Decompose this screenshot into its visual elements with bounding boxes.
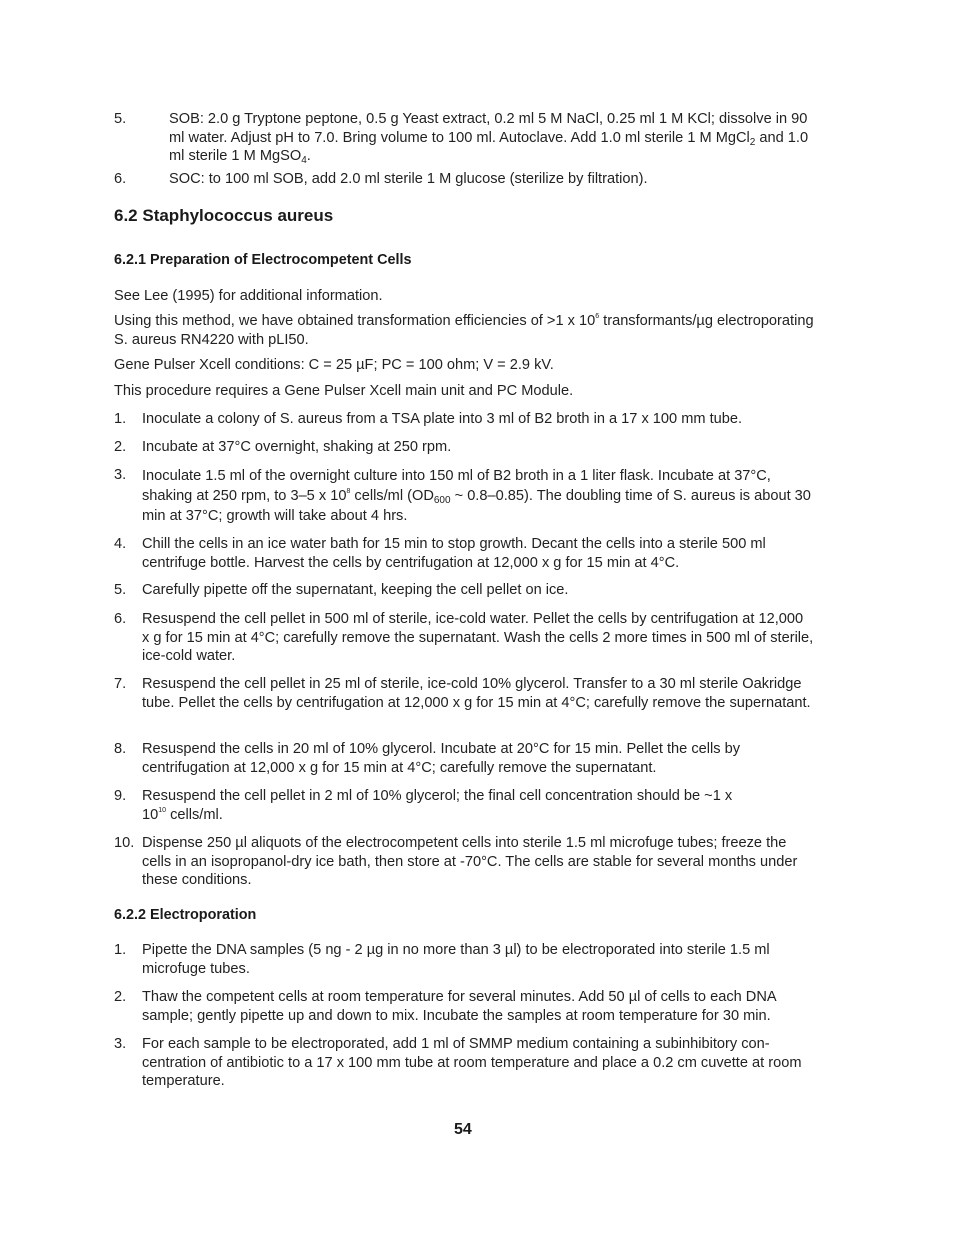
step-number: 3. [114,1036,127,1052]
sob-subscript: 2 [749,136,756,148]
sob-text-end: . [306,148,311,165]
step-text: Thaw the competent cells at room temperature for several minutes. Add 50 µl of cells to each DNA sample; gently pipette up and down to mix. Incubate the samples at room temperature for 30 min. [142,989,776,1024]
step-number: 5. [114,582,127,598]
step3-text-end: ~ 0.8–0.85). The doubling time of S. aureus is about 30 min at 37°C; growth will take about 4 hrs. [142,488,811,524]
efficiency-exponent: 6 [595,313,600,320]
step-text: Resuspend the cell pellet in 500 ml of sterile, ice-cold water. Pellet the cells by centrifugation at 12,000 x g for 15 min at 4°C; carefully remove the supernatant. Wash the cells 2 more times in 500 ml of sterile, ice-cold water. [142,611,814,665]
step3-text: Inoculate 1.5 ml of the overnight culture into 150 ml of B2 broth in a 1 liter flask. Incubate at 37°C, shaking at 250 rpm, to 3–5 x 10 [142,468,771,504]
step-number: 1. [114,942,127,958]
intro-paragraph [114,312,814,349]
sob-text: SOB: 2.0 g Tryptone peptone, 0.5 g Yeast extract, 0.2 ml 5 M NaCl, 0.25 ml 1 M KCl; dissolve in 90 ml water. Adjust pH to 7.0. Bring volume to 100 ml. Autoclave. Add 1.0 ml sterile 1 M MgCl [169,111,808,146]
step3-text-cont: cells/ml (OD [350,488,434,504]
intro-paragraph: This procedure requires a Gene Pulser Xcell main unit and PC Module. [114,383,574,399]
step3-exponent: 8 [346,488,351,495]
step-text: Pipette the DNA samples (5 ng - 2 µg in no more than 3 µl) to be electroporated into sterile 1.5 ml microfuge tubes. [142,942,770,977]
step9-text: Resuspend the cell pellet in 2 ml of 10% glycerol; the final cell concentration should be ~1 x 10 [142,788,733,823]
step-text: Inoculate a colony of S. aureus from a TSA plate into 3 ml of B2 broth in a 17 x 100 mm tube. [142,411,743,427]
efficiency-text-cont: transformants/µg electroporating S. aureus RN4220 with pLI50. [114,313,814,348]
page-number: 54 [454,1121,472,1138]
step-text: Carefully pipette off the supernatant, keeping the cell pellet on ice. [142,582,569,598]
step-text [142,787,742,824]
step-text: For each sample to be electroporated, add 1 ml of SMMP medium containing a subinhibitory con-centration of antibiotic to a 17 x 100 mm tube at room temperature and place a 0.2 cm cuvette at room temperature. [142,1036,802,1090]
list-number: 6. [114,171,127,187]
step-number: 7. [114,676,127,692]
step-number: 10. [114,835,135,851]
step-number: 9. [114,788,127,804]
step-number: 3. [114,467,127,483]
step-number: 6. [114,611,127,627]
step-number: 8. [114,741,127,757]
subsection-heading: 6.2.1 Preparation of Electrocompetent Cells [114,252,412,268]
step9-text-end: cells/ml. [166,806,223,823]
sob-subscript-2: 4 [301,155,307,167]
subsection-heading: 6.2.2 Electroporation [114,907,257,923]
step-number: 2. [114,439,127,455]
step-text: Incubate at 37°C overnight, shaking at 250 rpm. [142,439,452,455]
sob-text-cont: and 1.0 ml sterile 1 M MgSO [169,129,809,165]
step-text [142,466,814,526]
step-number: 1. [114,411,127,427]
step-text: Resuspend the cells in 20 ml of 10% glycerol. Incubate at 20°C for 15 min. Pellet the cells by centrifugation at 12,000 x g for 15 min at 4°C; carefully remove the supernatant. [142,741,741,776]
step-text: Resuspend the cell pellet in 25 ml of sterile, ice-cold 10% glycerol. Transfer to a 30 ml sterile Oakridge tube. Pellet the cells by centrifugation at 12,000 x g for 15 min at 4°C; carefully remove the supernatant. [142,676,811,711]
step9-exponent: 10 [158,806,167,814]
efficiency-text: Using this method, we have obtained transformation efficiencies of >1 x 10 [114,313,596,329]
step-text: Chill the cells in an ice water bath for 15 min to stop growth. Decant the cells into a sterile 500 ml centrifuge bottle. Harvest the cells by centrifugation at 12,000 x g for 15 min at 4°C. [142,536,766,571]
step-number: 4. [114,536,127,552]
intro-paragraph: Gene Pulser Xcell conditions: C = 25 µF; PC = 100 ohm; V = 2.9 kV. [114,357,554,373]
step-number: 2. [114,989,127,1005]
media-item-sob [169,110,814,166]
media-item-soc: SOC: to 100 ml SOB, add 2.0 ml sterile 1 M glucose (sterilize by filtration). [169,171,648,187]
step-text: Dispense 250 µl aliquots of the electrocompetent cells into sterile 1.5 ml microfuge tubes; freeze the cells in an isopropanol-dry ice bath, then store at -70°C. The cells are stable for several months under these conditions. [142,835,798,889]
section-heading: 6.2 Staphylococcus aureus [114,206,334,225]
step3-subscript: 600 [433,495,451,506]
list-number: 5. [114,111,127,127]
intro-paragraph: See Lee (1995) for additional information. [114,288,383,304]
